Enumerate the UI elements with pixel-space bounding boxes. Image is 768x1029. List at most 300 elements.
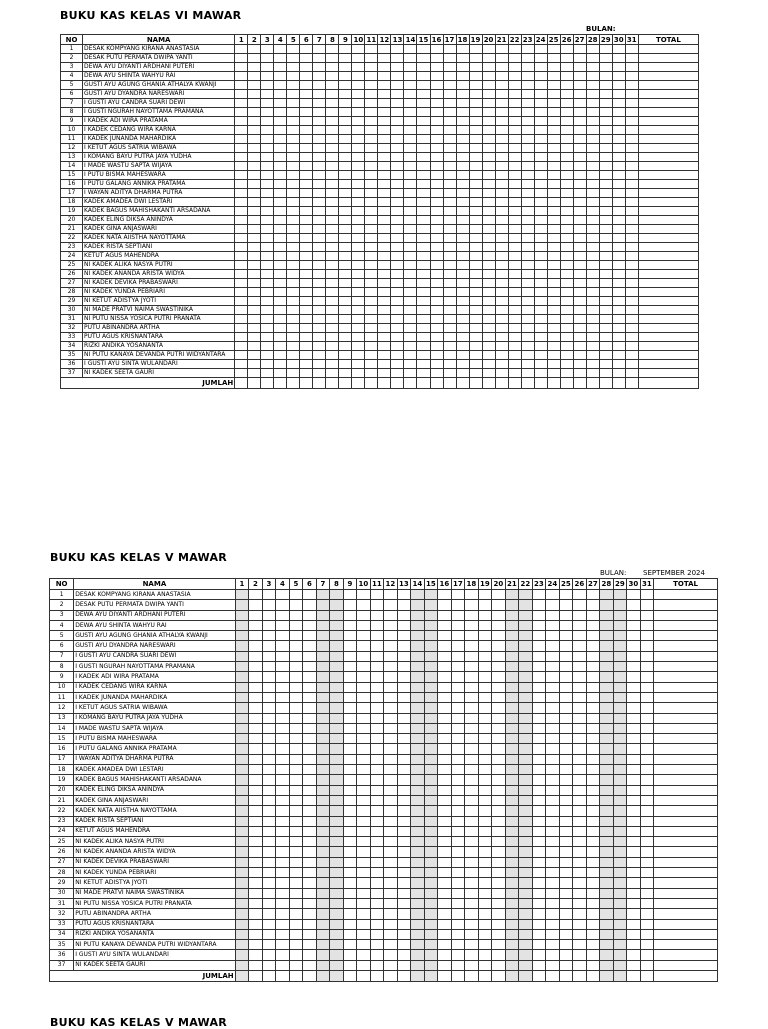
day-cell [313,351,326,360]
day-total-cell [521,378,534,389]
student-no: 18 [50,765,74,775]
day-cell [235,189,248,198]
day-cell [612,306,625,315]
day-cell [469,252,482,261]
table-row [50,857,718,867]
day-cell [495,135,508,144]
day-cell [627,888,641,898]
day-cell [443,117,456,126]
day-cell [357,857,371,867]
day-cell [404,90,417,99]
day-cell [370,919,384,929]
day-cell [378,234,391,243]
header-day: 11 [372,580,382,588]
day-cell [547,207,560,216]
total-cell [654,816,718,826]
day-cell [430,81,443,90]
day-cell [495,315,508,324]
day-cell [357,682,371,692]
header-day: 1 [235,579,249,590]
day-cell [482,216,495,225]
student-no: 3 [50,610,74,620]
day-cell [627,795,641,805]
day-cell [573,734,587,744]
day-cell [613,662,627,672]
day-cell [411,600,425,610]
day-cell [313,306,326,315]
day-cell [261,333,274,342]
day-cell [478,590,492,600]
header-day: 10 [358,580,369,588]
day-cell [300,45,313,54]
table-row [50,940,718,950]
day-cell [417,171,430,180]
day-cell [625,297,638,306]
day-cell [613,610,627,620]
day-cell [235,270,248,279]
day-cell [424,662,438,672]
day-cell [397,826,411,836]
day-cell [478,620,492,630]
total-cell [654,641,718,651]
day-cell [343,662,357,672]
day-cell [599,252,612,261]
day-cell [289,878,303,888]
day-cell [289,888,303,898]
day-cell [378,189,391,198]
total-cell [638,81,698,90]
day-cell [560,324,573,333]
day-cell [391,162,404,171]
table-row [50,847,718,857]
student-no: 2 [61,54,83,63]
day-cell [586,816,600,826]
day-cell [465,847,479,857]
day-cell [573,940,587,950]
day-cell [482,279,495,288]
day-cell [300,198,313,207]
day-cell [600,651,614,661]
day-cell [625,234,638,243]
day-cell [261,63,274,72]
day-cell [424,713,438,723]
student-name: NI PUTU NISSA YOSICA PUTRI PRANATA [83,315,235,324]
table-row [61,234,699,243]
day-cell [443,261,456,270]
day-cell [560,108,573,117]
student-no: 7 [50,651,74,661]
day-cell [559,857,573,867]
day-cell [465,826,479,836]
day-cell [534,342,547,351]
day-cell [559,600,573,610]
day-cell [357,847,371,857]
total-cell [654,723,718,733]
total-cell [638,135,698,144]
day-cell [404,369,417,378]
day-cell [560,306,573,315]
day-cell [519,888,533,898]
day-cell [532,610,546,620]
day-cell [397,641,411,651]
day-cell [274,180,287,189]
day-cell [613,775,627,785]
day-cell [365,72,378,81]
day-cell [519,692,533,702]
day-cell [248,207,261,216]
day-cell [326,342,339,351]
day-cell [627,765,641,775]
day-cell [370,795,384,805]
table-row [50,651,718,661]
day-cell [547,288,560,297]
day-cell [508,369,521,378]
student-no: 27 [61,279,83,288]
table-row [50,878,718,888]
day-cell [456,180,469,189]
day-cell [495,207,508,216]
day-cell [505,898,519,908]
header-day: 15 [426,580,436,588]
day-cell [330,610,344,620]
total-cell [638,315,698,324]
day-cell [586,279,599,288]
day-cell [274,324,287,333]
day-cell [573,662,587,672]
day-cell [508,297,521,306]
day-cell [289,662,303,672]
day-cell [313,324,326,333]
day-cell [339,99,352,108]
day-cell [411,837,425,847]
day-cell [357,662,371,672]
header-day: 22 [520,580,531,588]
day-cell [534,333,547,342]
day-cell [287,216,300,225]
day-cell [505,785,519,795]
day-cell [495,288,508,297]
day-cell [289,919,303,929]
day-cell [274,297,287,306]
day-cell [505,682,519,692]
day-cell [546,960,560,970]
day-cell [625,342,638,351]
day-cell [586,837,600,847]
day-cell [343,641,357,651]
day-cell [451,837,465,847]
day-cell [627,898,641,908]
day-cell [521,126,534,135]
total-cell [654,857,718,867]
day-cell [534,162,547,171]
day-cell [313,54,326,63]
day-cell [586,252,599,261]
day-cell [417,234,430,243]
day-cell [384,857,398,867]
day-cell [495,369,508,378]
day-cell [339,171,352,180]
day-cell [559,785,573,795]
day-cell [505,888,519,898]
day-cell [573,351,586,360]
day-cell [492,692,506,702]
day-cell [547,54,560,63]
day-cell [559,692,573,702]
day-cell [417,207,430,216]
day-cell [478,960,492,970]
day-cell [365,333,378,342]
day-cell [532,641,546,651]
day-cell [330,857,344,867]
day-cell [478,744,492,754]
day-cell [343,713,357,723]
day-cell [303,940,317,950]
day-cell [559,960,573,970]
day-cell [627,620,641,630]
day-cell [451,610,465,620]
day-cell [378,225,391,234]
day-cell [495,63,508,72]
day-cell [532,950,546,960]
day-cell [378,180,391,189]
day-cell [521,180,534,189]
day-cell [300,126,313,135]
student-name: KADEK AMADEA DWI LESTARI [74,765,235,775]
day-cell [560,342,573,351]
day-cell [313,207,326,216]
student-no: 25 [50,837,74,847]
day-cell [378,90,391,99]
day-cell [370,744,384,754]
day-cell [508,252,521,261]
day-total-cell [300,378,313,389]
day-cell [469,171,482,180]
day-cell [600,692,614,702]
day-cell [316,723,330,733]
day-cell [534,288,547,297]
day-cell [521,198,534,207]
day-cell [313,252,326,261]
day-cell [640,857,654,867]
student-name: NI KADEK YUNDA PEBRIARI [74,868,235,878]
student-no: 12 [61,144,83,153]
day-cell [505,806,519,816]
student-no: 28 [50,868,74,878]
day-cell [391,189,404,198]
header-day: 26 [574,580,585,588]
day-cell [519,703,533,713]
day-cell [365,153,378,162]
day-cell [276,713,290,723]
day-cell [430,153,443,162]
day-cell [313,162,326,171]
day-cell [456,306,469,315]
day-cell [404,288,417,297]
day-cell [303,960,317,970]
day-cell [546,682,560,692]
day-total-cell [508,378,521,389]
header-day: 4 [274,35,287,45]
day-cell [249,590,263,600]
day-cell [505,929,519,939]
day-cell [627,960,641,970]
day-cell [456,342,469,351]
day-cell [370,940,384,950]
day-cell [443,198,456,207]
day-cell [640,785,654,795]
day-cell [391,144,404,153]
day-cell [248,108,261,117]
day-cell [378,153,391,162]
day-cell [573,171,586,180]
day-cell [519,929,533,939]
day-cell [586,162,599,171]
day-cell [612,315,625,324]
day-cell [384,785,398,795]
day-cell [465,590,479,600]
table-row [61,207,699,216]
day-cell [451,795,465,805]
day-cell [274,108,287,117]
total-cell [654,929,718,939]
day-cell [352,279,365,288]
day-cell [404,243,417,252]
day-cell [384,682,398,692]
day-cell [326,369,339,378]
day-cell [424,641,438,651]
day-cell [521,117,534,126]
day-cell [573,600,587,610]
day-cell [508,90,521,99]
day-cell [235,682,249,692]
day-cell [357,919,371,929]
total-cell [638,144,698,153]
day-cell [521,324,534,333]
header-day: 17 [453,580,463,588]
day-cell [478,898,492,908]
day-cell [613,692,627,702]
day-cell [287,117,300,126]
student-no: 5 [61,81,83,90]
day-cell [469,63,482,72]
student-name: I KADEK ADI WIRA PRATAMA [83,117,235,126]
day-cell [352,72,365,81]
day-cell [378,360,391,369]
day-cell [505,816,519,826]
student-no: 37 [50,960,74,970]
day-total-cell [378,378,391,389]
day-cell [599,207,612,216]
day-cell [478,754,492,764]
day-cell [438,795,452,805]
day-cell [249,909,263,919]
student-name: KADEK RISTA SEPTIANI [83,243,235,252]
day-cell [289,734,303,744]
day-cell [235,898,249,908]
day-cell [391,99,404,108]
day-cell [235,703,249,713]
day-cell [378,261,391,270]
day-cell [625,198,638,207]
header-day: 2 [249,579,263,590]
day-cell [492,590,506,600]
day-cell [339,162,352,171]
day-cell [560,171,573,180]
day-total-cell [573,378,586,389]
day-cell [443,225,456,234]
day-cell [357,641,371,651]
day-cell [612,225,625,234]
day-cell [289,806,303,816]
day-cell [438,950,452,960]
day-cell [443,180,456,189]
day-cell [404,162,417,171]
day-cell [519,775,533,785]
header-day: 6 [303,579,317,590]
day-cell [424,744,438,754]
day-cell [586,765,600,775]
day-cell [456,126,469,135]
day-cell [370,898,384,908]
day-cell [456,333,469,342]
day-cell [357,837,371,847]
day-cell [478,765,492,775]
day-total-cell [249,970,263,981]
day-cell [438,620,452,630]
header-day: 6 [300,35,313,45]
day-cell [411,631,425,641]
day-cell [357,960,371,970]
day-cell [495,225,508,234]
day-cell [573,342,586,351]
day-cell [534,153,547,162]
day-cell [521,135,534,144]
day-cell [365,270,378,279]
day-cell [326,270,339,279]
day-cell [365,54,378,63]
day-cell [287,72,300,81]
day-cell [262,703,276,713]
day-cell [534,324,547,333]
total-cell [638,333,698,342]
day-cell [505,847,519,857]
day-cell [397,909,411,919]
day-cell [573,117,586,126]
day-cell [404,252,417,261]
day-cell [640,909,654,919]
day-cell [559,672,573,682]
day-cell [546,734,560,744]
day-cell [546,919,560,929]
day-cell [495,261,508,270]
day-cell [612,135,625,144]
day-cell [391,108,404,117]
day-cell [573,909,587,919]
day-cell [573,261,586,270]
day-cell [303,744,317,754]
table-row [61,252,699,261]
day-cell [508,288,521,297]
day-cell [443,297,456,306]
day-cell [482,135,495,144]
day-cell [411,816,425,826]
day-cell [424,795,438,805]
day-cell [469,99,482,108]
day-cell [343,692,357,702]
day-cell [469,189,482,198]
table-row [50,929,718,939]
day-cell [303,878,317,888]
